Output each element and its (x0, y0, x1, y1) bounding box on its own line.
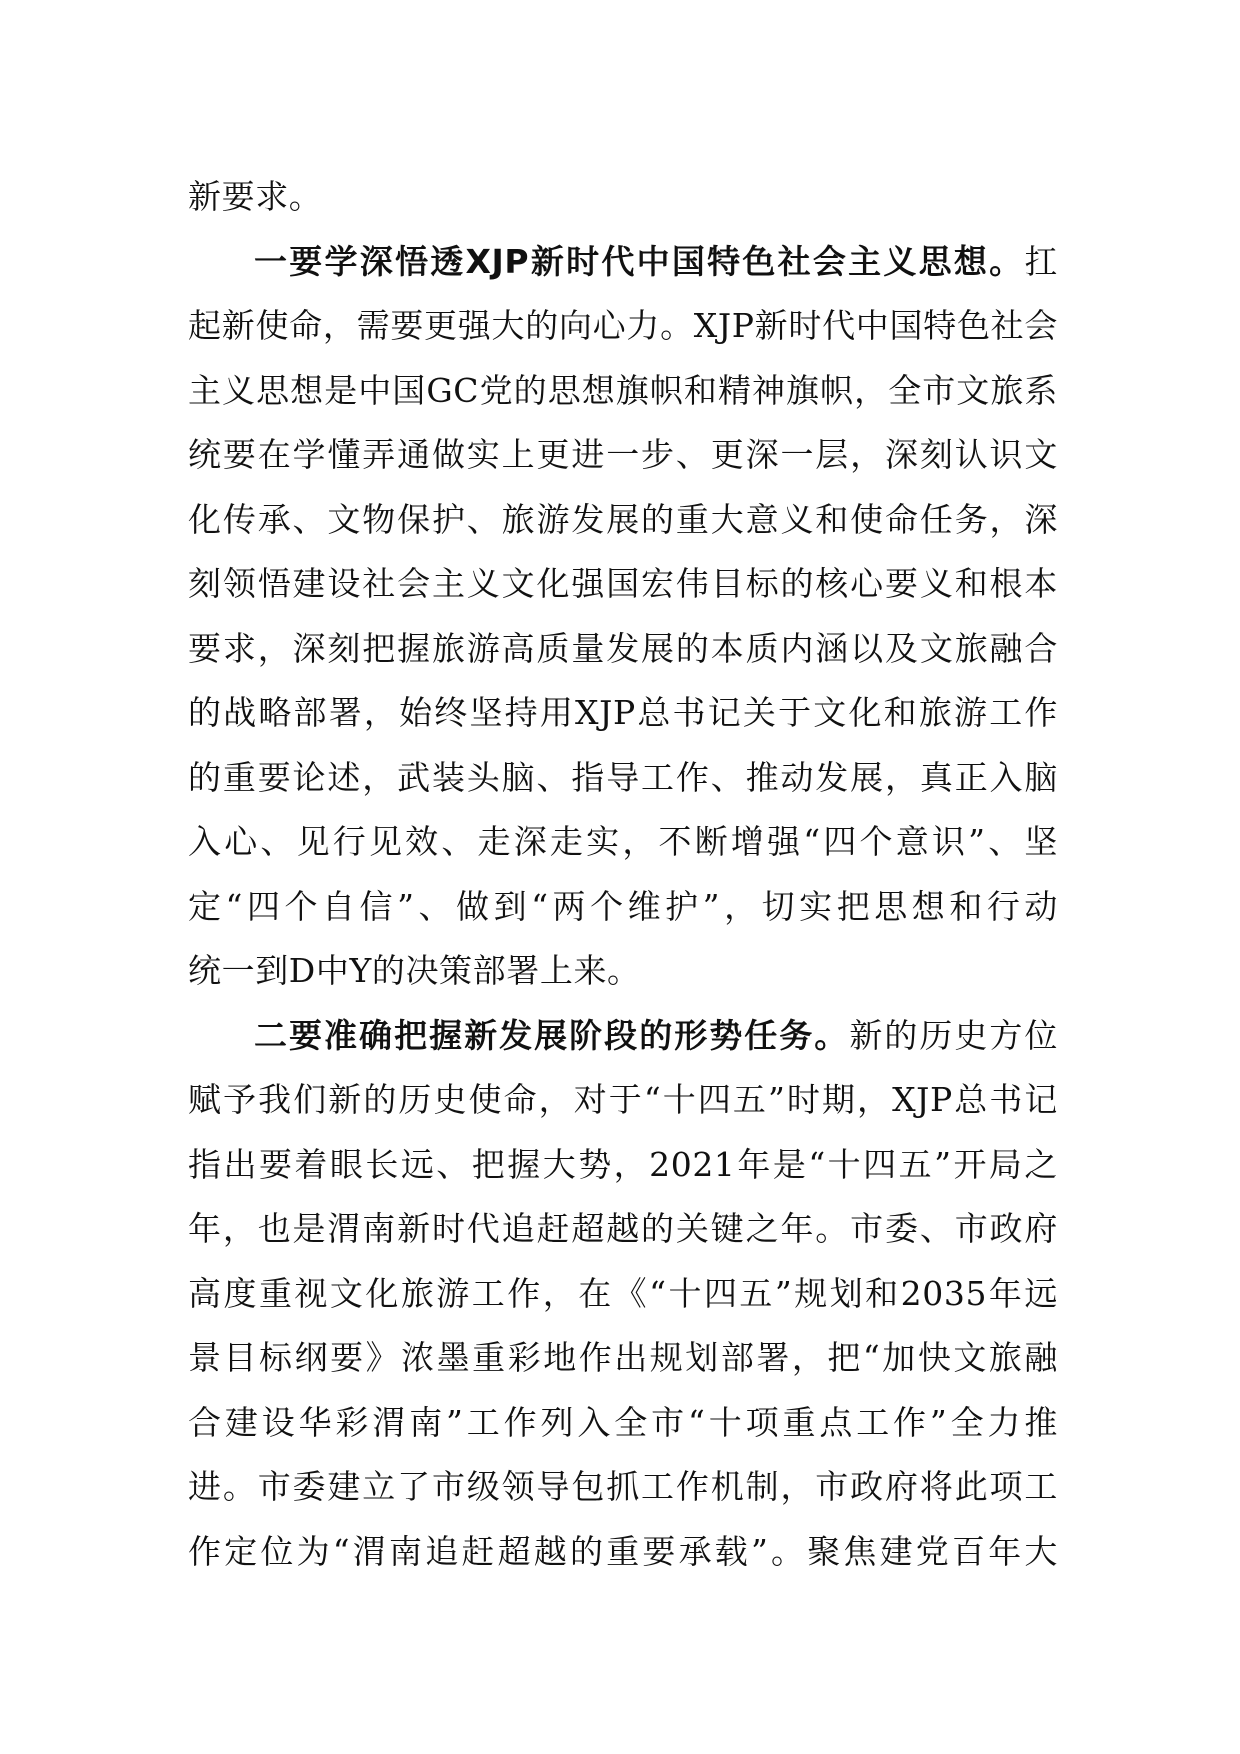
text-line: 指出要着眼长远、把握大势，2021年是“十四五”开局之 (188, 1144, 1058, 1184)
text-line: 统要在学懂弄通做实上更进一步、更深一层，深刻认识文 (188, 435, 1058, 474)
section-heading-one: 一要学深悟透XJP新时代中国特色社会主义思想。 (254, 241, 1025, 281)
paragraph-heading-line (188, 230, 1058, 295)
text-line: 的重要论述，武装头脑、指导工作、推动发展，真正入脑 (188, 757, 1058, 797)
text-line: 要求，深刻把握旅游高质量发展的本质内涵以及文旅融合 (188, 628, 1058, 668)
text-line: 景目标纲要》浓墨重彩地作出规划部署，把“加快文旅融 (188, 1338, 1058, 1377)
text-line: 进。市委建立了市级领导包抓工作机制，市政府将此项工 (188, 1467, 1058, 1506)
text-line: 起新使命，需要更强大的向心力。XJP新时代中国特色社会 (188, 306, 1058, 345)
text-line: 定“四个自信”、做到“两个维护”，切实把思想和行动 (188, 886, 1058, 926)
section-heading-two: 二要准确把握新发展阶段的形势任务。 (254, 1015, 850, 1055)
text-line: 年，也是渭南新时代追赶超越的关键之年。市委、市政府 (188, 1209, 1058, 1248)
text-line: 的战略部署，始终坚持用XJP总书记关于文化和旅游工作 (188, 693, 1058, 732)
text-fragment: 扛 (1024, 241, 1058, 281)
text-line: 主义思想是中国GC党的思想旗帜和精神旗帜，全市文旅系 (188, 370, 1058, 410)
paragraph-heading-line (188, 1004, 1058, 1069)
text-line: 新要求。 (188, 177, 323, 216)
body-text (188, 165, 1058, 1584)
text-line: 作定位为“渭南追赶超越的重要承载”。聚焦建党百年大 (188, 1531, 1058, 1571)
text-fragment: 新的历史方位 (849, 1015, 1059, 1055)
text-line: 合建设华彩渭南”工作列入全市“十项重点工作”全力推 (188, 1402, 1058, 1442)
text-line: 高度重视文化旅游工作，在《“十四五”规划和2035年远 (188, 1273, 1058, 1313)
text-line: 赋予我们新的历史使命，对于“十四五”时期，XJP总书记 (188, 1080, 1058, 1119)
text-line: 入心、见行见效、走深走实，不断增强“四个意识”、坚 (188, 822, 1058, 861)
text-line: 统一到D中Y的决策部署上来。 (188, 951, 641, 990)
text-line: 化传承、文物保护、旅游发展的重大意义和使命任务，深 (188, 499, 1058, 539)
text-line: 刻领悟建设社会主义文化强国宏伟目标的核心要义和根本 (188, 564, 1058, 603)
